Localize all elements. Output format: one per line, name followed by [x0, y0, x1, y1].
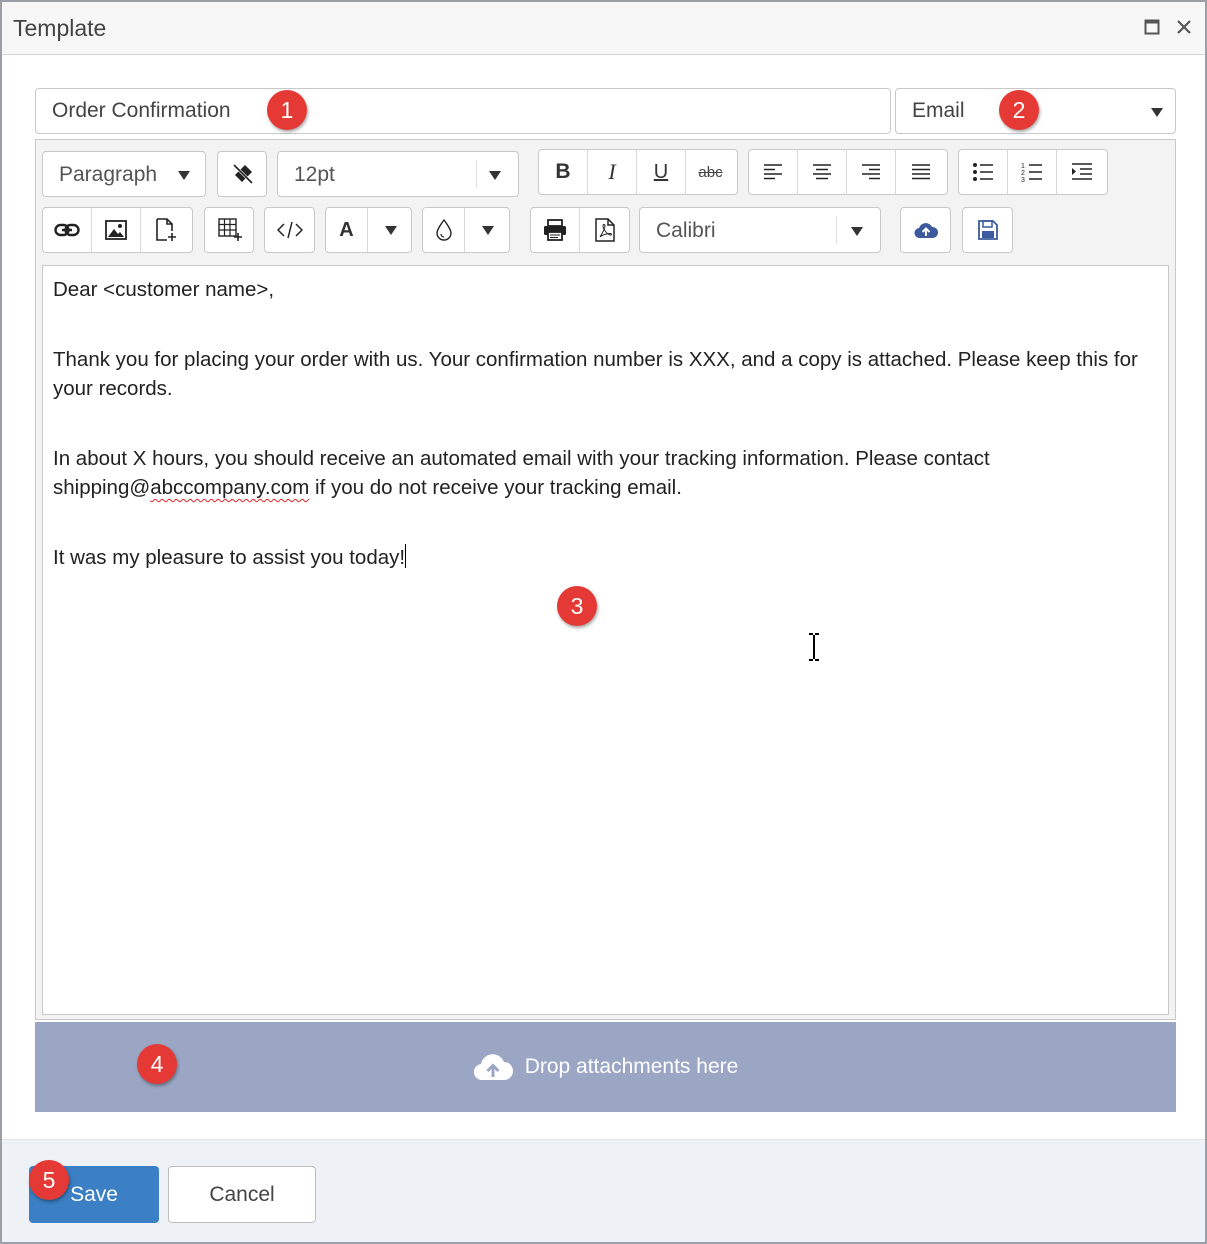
- font-color-button[interactable]: [326, 208, 368, 252]
- upload-group: [900, 207, 951, 253]
- numbered-list-button[interactable]: [1008, 150, 1057, 194]
- cloud-upload-icon: [473, 1052, 513, 1082]
- block-format-dropdown[interactable]: [42, 151, 206, 197]
- cloud-upload-icon: [914, 221, 938, 239]
- italic-icon: I: [608, 159, 616, 184]
- chevron-down-icon: [1151, 108, 1163, 117]
- chevron-down-icon: [489, 171, 501, 180]
- title-bar: [2, 2, 1205, 55]
- font-family-dropdown[interactable]: [639, 207, 881, 253]
- font-color-group: [325, 207, 412, 253]
- insert-group: [42, 207, 193, 253]
- background-color-group: [422, 207, 510, 253]
- table-icon: [218, 218, 242, 242]
- body-paragraph: [53, 444, 1158, 502]
- pdf-icon: [595, 218, 615, 242]
- background-color-dropdown[interactable]: [465, 208, 510, 252]
- svg-text:3: 3: [1021, 177, 1025, 183]
- indent-icon: [1071, 162, 1093, 182]
- greeting-line: Dear <customer name>,: [53, 278, 275, 301]
- justify-icon: [911, 163, 931, 181]
- upload-button[interactable]: [901, 208, 950, 252]
- callout-marker: 4: [137, 1044, 177, 1084]
- align-center-icon: [812, 163, 832, 181]
- chevron-down-icon: [851, 227, 863, 236]
- dropzone-label: Drop attachments here: [524, 1055, 739, 1078]
- table-group: [204, 207, 254, 253]
- eraser-icon: [231, 162, 255, 186]
- save-document-button[interactable]: [963, 208, 1012, 252]
- align-left-button[interactable]: [749, 150, 798, 194]
- attachment-dropzone[interactable]: [35, 1022, 1176, 1112]
- save-button-label: Save: [70, 1182, 118, 1206]
- align-left-icon: [763, 163, 783, 181]
- template-type-value: Email: [912, 99, 965, 122]
- link-icon: [54, 222, 80, 238]
- block-format-value: Paragraph: [59, 163, 158, 186]
- bullet-list-button[interactable]: [959, 150, 1008, 194]
- background-color-button[interactable]: [423, 208, 465, 252]
- font-size-dropdown[interactable]: [277, 151, 519, 197]
- insert-file-icon: [155, 218, 177, 242]
- indent-button[interactable]: [1057, 150, 1106, 194]
- insert-table-button[interactable]: [205, 208, 254, 252]
- print-button[interactable]: [531, 208, 580, 252]
- strikethrough-button[interactable]: [686, 150, 735, 194]
- cancel-button[interactable]: [168, 1166, 316, 1223]
- editor-content[interactable]: [42, 265, 1169, 1015]
- text-cursor: [405, 544, 406, 568]
- printer-icon: [543, 219, 567, 241]
- font-size-value: 12pt: [294, 163, 335, 186]
- bullet-list-icon: [972, 162, 994, 182]
- font-family-value: Calibri: [656, 219, 716, 242]
- insert-file-button[interactable]: [141, 208, 190, 252]
- italic-button[interactable]: [588, 150, 637, 194]
- bold-button[interactable]: [539, 150, 588, 194]
- chevron-down-icon: [482, 226, 494, 235]
- underline-icon: U: [653, 160, 669, 183]
- insert-image-button[interactable]: [92, 208, 141, 252]
- font-color-dropdown[interactable]: [368, 208, 412, 252]
- chevron-down-icon: [178, 171, 190, 180]
- save-doc-group: [962, 207, 1013, 253]
- text-style-group: [538, 149, 738, 195]
- text-segment: It was my pleasure to assist you today!: [53, 546, 406, 569]
- strikethrough-icon: abc: [698, 163, 723, 181]
- image-icon: [105, 220, 127, 240]
- justify-button[interactable]: [896, 150, 945, 194]
- text-segment: In about X hours, you should receive an automated email with your tracking information. Please contact shipping@: [53, 447, 990, 499]
- align-right-icon: [861, 163, 881, 181]
- alignment-group: [748, 149, 948, 195]
- callout-marker: 1: [267, 90, 307, 130]
- svg-text:2: 2: [1021, 170, 1025, 177]
- close-icon[interactable]: [1170, 12, 1198, 42]
- export-group: [530, 207, 630, 253]
- html-group: [264, 207, 315, 253]
- floppy-disk-icon: [978, 220, 998, 240]
- cancel-button-label: Cancel: [209, 1182, 275, 1206]
- export-pdf-button[interactable]: [580, 208, 629, 252]
- maximize-icon[interactable]: [1138, 12, 1166, 42]
- template-name-input[interactable]: [35, 88, 891, 134]
- callout-marker: 2: [999, 90, 1039, 130]
- font-color-icon: A: [339, 218, 354, 241]
- align-center-button[interactable]: [798, 150, 847, 194]
- bold-icon: B: [555, 160, 571, 183]
- callout-marker: 5: [29, 1160, 69, 1200]
- view-html-button[interactable]: [265, 208, 314, 252]
- ibeam-cursor-icon: [803, 632, 825, 662]
- code-icon: [277, 221, 303, 239]
- dialog-title: Template: [13, 15, 107, 41]
- clear-formatting-button[interactable]: [218, 152, 267, 196]
- template-name-value: Order Confirmation: [52, 99, 231, 122]
- insert-link-button[interactable]: [43, 208, 92, 252]
- list-group: [958, 149, 1108, 195]
- closing-line: [53, 543, 1158, 572]
- callout-marker: 3: [557, 586, 597, 626]
- numbered-list-icon: [1021, 161, 1043, 183]
- droplet-icon: [436, 219, 452, 241]
- align-right-button[interactable]: [847, 150, 896, 194]
- body-paragraph: Thank you for placing your order with us. Your confirmation number is XXX, and a copy is attached. Please keep this for your records.: [53, 348, 1138, 400]
- text-segment: if you do not receive your tracking email.: [309, 476, 682, 499]
- svg-text:1: 1: [1021, 163, 1025, 170]
- underline-button[interactable]: [637, 150, 686, 194]
- misspelled-word: abccompany.com: [150, 476, 310, 499]
- chevron-down-icon: [385, 226, 397, 235]
- clear-format-group: [217, 151, 267, 197]
